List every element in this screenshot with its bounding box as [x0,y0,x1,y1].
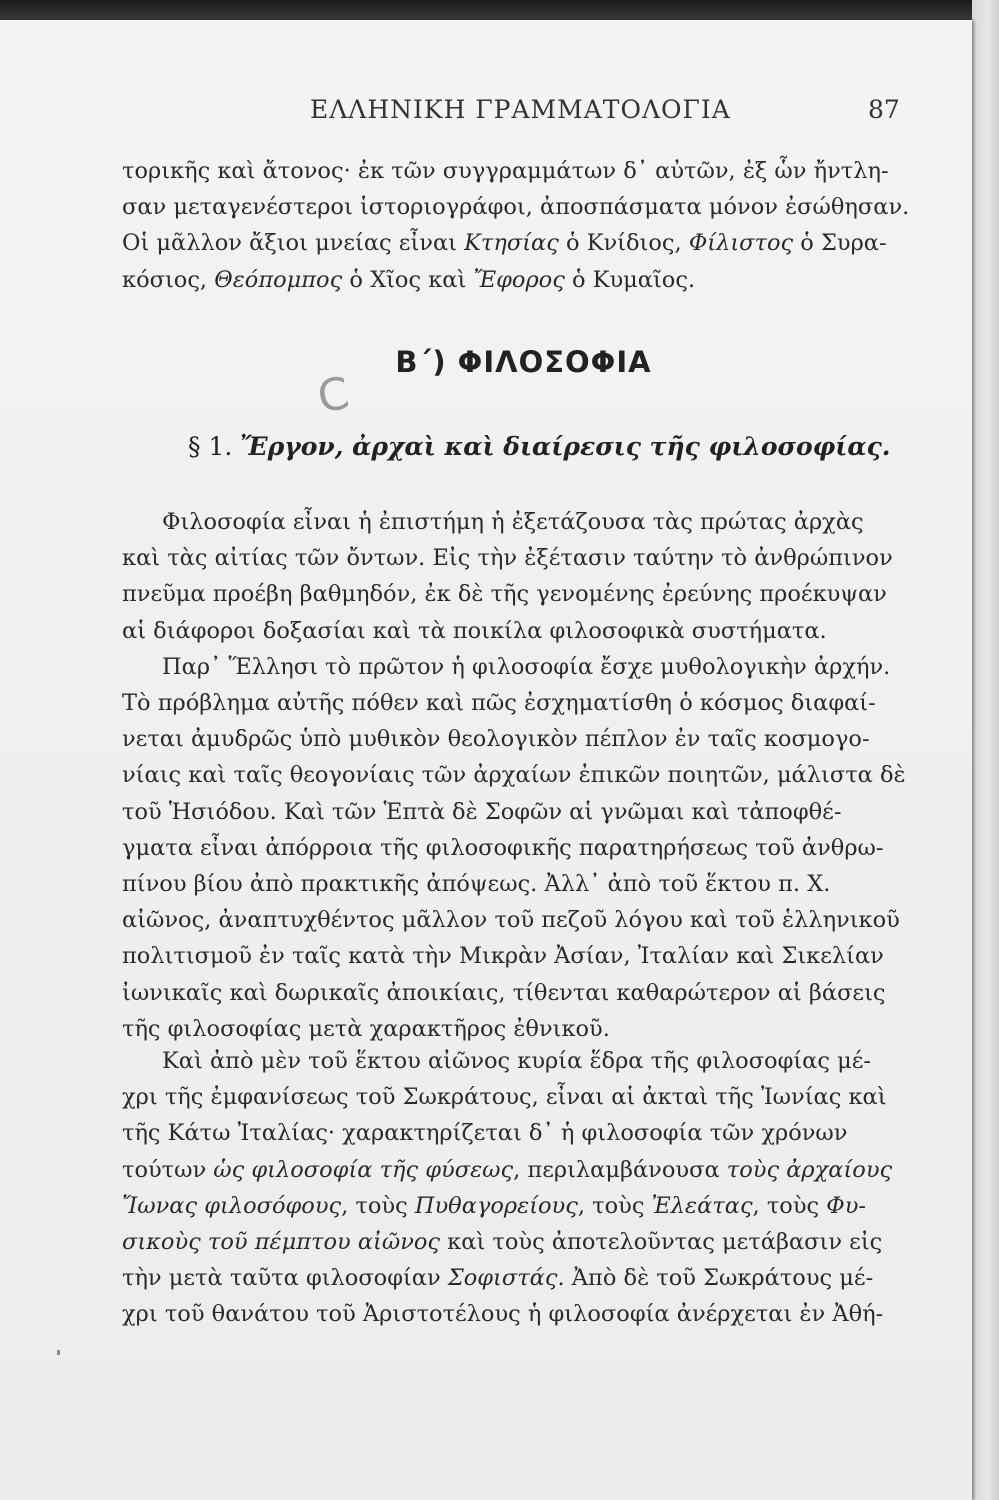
text-line: νεται ἀμυδρῶς ὑπὸ μυθικὸν θεολογικὸν πέπλον ἐν ταῖς κοσμογο- [122,726,870,753]
subsection-number: § 1. [188,432,233,461]
subsection-heading [188,432,891,461]
text-line: τῆς Κάτω Ἰταλίας· χαρακτηρίζεται δ᾽ ἡ φιλοσοφία τῶν χρόνων [122,1120,848,1147]
margin-speck [57,1350,60,1355]
text-line: χρι τῆς ἐμφανίσεως τοῦ Σωκράτους, εἶναι αἱ ἀκταὶ τῆς Ἰωνίας καὶ [122,1084,887,1111]
text-line: πίνου βίου ἀπὸ πρακτικῆς ἀπόψεως. Ἀλλ᾽ ἀπὸ τοῦ ἕκτου π. Χ. [122,871,831,898]
section-heading: Β΄) ΦΙΛΟΣΟΦΙΑ [395,345,652,379]
body-text [122,504,917,1047]
page-edge [972,0,999,1500]
text-line: αἱ διάφοροι δοξασίαι καὶ τὰ ποικίλα φιλοσοφικὰ συστήματα. [122,617,827,644]
text-line: χρι τοῦ θανάτου τοῦ Ἀριστοτέλους ἡ φιλοσοφία ἀνέρχεται ἐν Ἀθή- [122,1301,884,1328]
text-line: Ἴωνας φιλοσόφους, τοὺς Πυθαγορείους, τοὺς Ἐλεάτας, τοὺς Φυ- [122,1192,867,1219]
running-title: ΕΛΛΗΝΙΚΗ ΓΡΑΜΜΑΤΟΛΟΓΙΑ [310,95,731,124]
text-line: σαν μεταγενέστεροι ἱστοριογράφοι, ἀποσπάσματα μόνον ἐσώθησαν. [122,194,910,221]
running-head [0,95,972,131]
text-line: τούτων ὡς φιλοσοφία τῆς φύσεως, περιλαμβάνουσα τοὺς ἀρχαίους [122,1156,893,1183]
intro-paragraph [122,153,917,298]
text-line: Τὸ πρόβλημα αὐτῆς πόθεν καὶ πῶς ἐσχηματίσθη ὁ κόσμος διαφαί- [122,690,876,717]
text-line: Φιλοσοφία εἶναι ἡ ἐπιστήμη ἡ ἐξετάζουσα τὰς πρώτας ἀρχὰς [162,509,864,535]
text-line: νίαις καὶ ταῖς θεογονίαις τῶν ἀρχαίων ἐπικῶν ποιητῶν, μάλιστα δὲ [122,762,906,789]
text-line: γματα εἶναι ἀπόρροια τῆς φιλοσοφικῆς παρατηρήσεως τοῦ ἀνθρω- [122,834,884,861]
text-line: καὶ τὰς αἰτίας τῶν ὄντων. Εἰς τὴν ἐξέτασιν ταύτην τὸ ἀνθρώπινον [122,545,893,572]
text-line: Οἱ μᾶλλον ἄξιοι μνείας εἶναι Κτησίας ὁ Κνίδιος, Φίλιστος ὁ Συρα- [122,230,887,257]
body-text-continued [122,1043,917,1333]
text-line: τορικῆς καὶ ἄτονος· ἐκ τῶν συγγραμμάτων δ᾽ αὐτῶν, ἐξ ὧν ἤντλη- [122,158,889,184]
text-line: τὴν μετὰ ταῦτα φιλοσοφίαν Σοφιστάς. Ἀπὸ δὲ τοῦ Σωκράτους μέ- [122,1265,874,1292]
text-line: ἰωνικαῖς καὶ δωρικαῖς ἀποικίαις, τίθενται καθαρώτερον αἱ βάσεις [122,979,886,1006]
text-line: αἰῶνος, ἀναπτυχθέντος μᾶλλον τοῦ πεζοῦ λόγου καὶ τοῦ ἑλληνικοῦ [122,907,900,934]
text-line: Καὶ ἀπὸ μὲν τοῦ ἕκτου αἰῶνος κυρία ἕδρα τῆς φιλοσοφίας μέ- [162,1048,872,1074]
subsection-title: Ἔργον, ἀρχαὶ καὶ διαίρεσις τῆς φιλοσοφίας. [240,432,891,461]
pencil-mark: Ϲ [313,367,353,424]
book-page [0,20,972,1500]
text-line: σικοὺς τοῦ πέμπτου αἰῶνος καὶ τοὺς ἀποτελοῦντας μετάβασιν εἰς [122,1229,883,1256]
text-line: τοῦ Ἡσιόδου. Καὶ τῶν Ἑπτὰ δὲ Σοφῶν αἱ γνῶμαι καὶ τἀποφθέ- [122,798,842,825]
text-line: πολιτισμοῦ ἐν ταῖς κατὰ τὴν Μικρὰν Ἀσίαν, Ἰταλίαν καὶ Σικελίαν [122,943,884,970]
text-line: τῆς φιλοσοφίας μετὰ χαρακτῆρος ἐθνικοῦ. [122,1015,610,1042]
text-line: πνεῦμα προέβη βαθμηδόν, ἐκ δὲ τῆς γενομένης ἐρεύνης προέκυψαν [122,581,887,608]
text-line: Παρ᾽ Ἕλλησι τὸ πρῶτον ἡ φιλοσοφία ἔσχε μυθολογικὴν ἀρχήν. [162,653,891,680]
page-number: 87 [868,95,900,124]
text-line: κόσιος, Θεόπομπος ὁ Χῖος καὶ Ἔφορος ὁ Κυμαῖος. [122,266,696,293]
scan-top-edge [0,0,999,20]
